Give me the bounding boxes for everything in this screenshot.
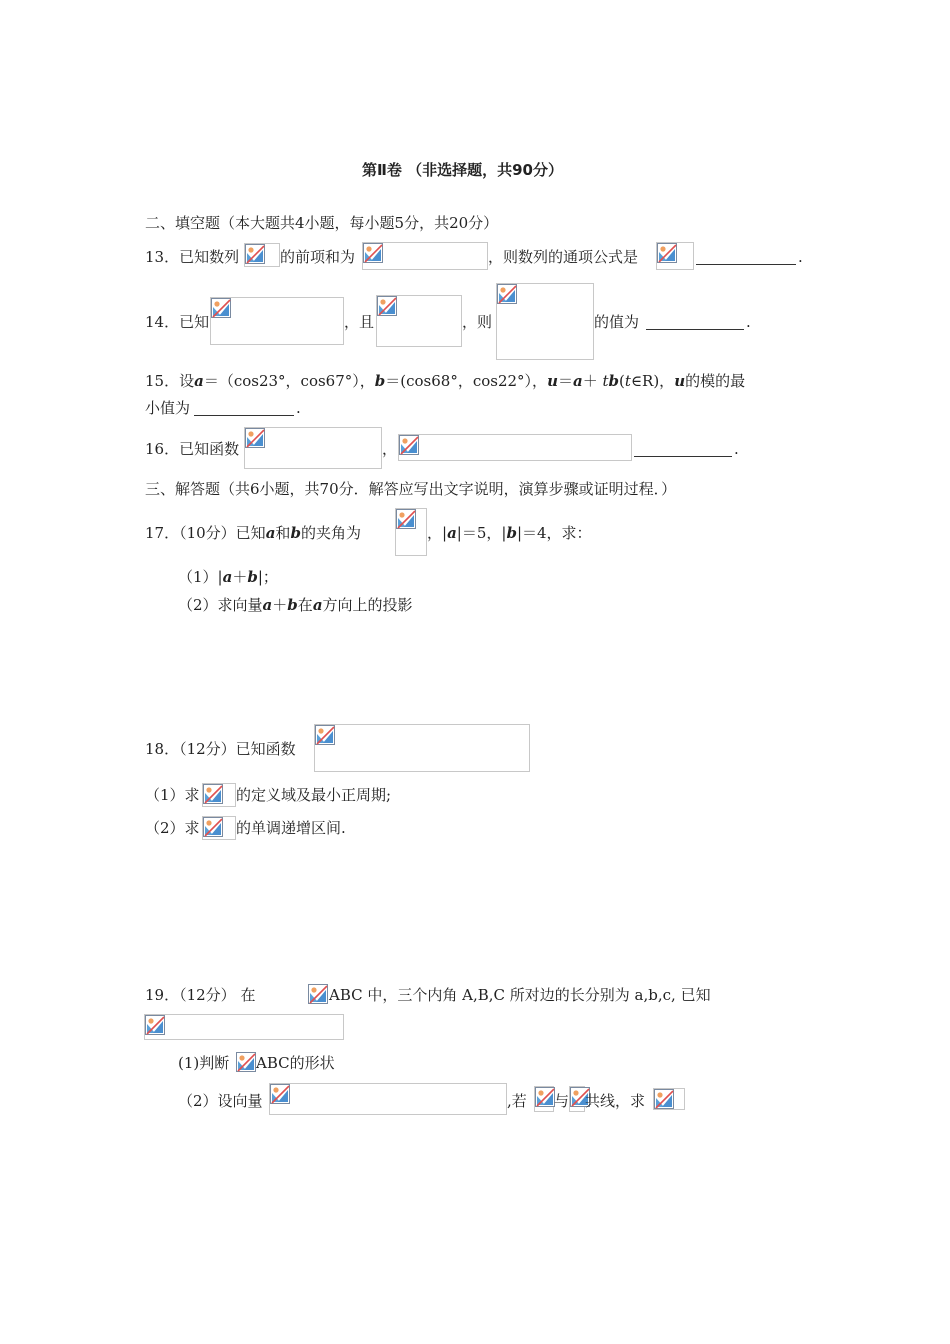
question-15-end: . [296, 399, 301, 417]
formula-image [244, 427, 382, 469]
question-13-text-b: 的前项和为 [280, 248, 356, 266]
text: ，| [427, 524, 448, 542]
broken-image-icon [308, 984, 328, 1004]
vector-u: u [674, 372, 686, 390]
text: ∈R)， [630, 372, 675, 390]
question-18-text: 18．（12分）已知函数 [145, 740, 296, 758]
text: ＝ [557, 372, 573, 390]
var-t: t [602, 372, 609, 390]
question-13-end: . [798, 248, 803, 266]
vector-b: b [506, 524, 517, 542]
question-14-text-d: 的值为 [594, 313, 640, 331]
text: （1）| [178, 568, 223, 586]
answer-blank[interactable] [194, 415, 294, 416]
question-18-part-2-a: （2）求 [145, 819, 200, 837]
vector-a: a [194, 372, 204, 390]
question-18-part-2-b: 的单调递增区间. [236, 819, 346, 837]
question-14-text-b: ，且 [344, 313, 375, 331]
formula-image [395, 508, 427, 556]
formula-image [236, 1052, 256, 1074]
text: ＝(cos68°，cos22°）， [385, 372, 548, 390]
question-13-text-c: ，则数列的通项公式是 [488, 248, 639, 266]
formula-image [398, 434, 632, 461]
section-fill-in-heading: 二、填空题（本大题共4小题，每小题5分，共20分） [145, 214, 499, 232]
question-17-text-b [427, 523, 592, 543]
broken-image-icon [236, 1052, 256, 1072]
vector-a: a [312, 596, 323, 614]
question-19-part-2-c: 与 [554, 1092, 570, 1110]
section-answer-heading: 三、解答题（共6小题，共70分．解答应写出文字说明，演算步骤或证明过程．） [145, 480, 677, 498]
formula-image [244, 243, 280, 267]
formula-image [210, 297, 344, 345]
broken-image-icon [270, 1084, 290, 1104]
page-title: 第Ⅱ卷 （非选择题，共90分） [362, 161, 563, 179]
broken-image-icon [399, 435, 419, 455]
broken-image-icon [245, 428, 265, 448]
formula-image [534, 1086, 554, 1112]
text: ＋ [232, 568, 248, 586]
question-15-line-2: 小值为 [145, 399, 191, 417]
vector-a: a [572, 372, 583, 390]
text: 15．设 [145, 372, 195, 390]
formula-image [376, 295, 462, 347]
broken-image-icon [396, 509, 416, 529]
vector-a: a [222, 568, 233, 586]
var-t: t [624, 372, 631, 390]
formula-image [269, 1083, 507, 1115]
text: ＝（cos23°，cos67°）， [203, 372, 375, 390]
text: ＋ [582, 372, 598, 390]
text: 的夹角为 [300, 524, 361, 542]
vector-b: b [290, 524, 301, 542]
formula-image [144, 1014, 344, 1040]
formula-image [202, 783, 236, 807]
text: ( [619, 372, 625, 390]
question-16-text-a: 16．已知函数 [145, 440, 240, 458]
text: |； [257, 568, 278, 586]
broken-image-icon [377, 296, 397, 316]
broken-image-icon [497, 284, 517, 304]
question-14-end: . [746, 313, 751, 331]
question-17-part-1 [178, 567, 278, 587]
broken-image-icon [315, 725, 335, 745]
broken-image-icon [657, 243, 677, 263]
text: |＝5，| [456, 524, 507, 542]
broken-image-icon [203, 817, 223, 837]
text: |＝4，求： [516, 524, 592, 542]
vector-b: b [287, 596, 298, 614]
formula-image [569, 1086, 585, 1112]
question-14-text-a: 14．已知 [145, 313, 210, 331]
question-19-text-b: ABC 中，三个内角 A,B,C 所对边的长分别为 a,b,c, 已知 [329, 986, 711, 1004]
vector-u: u [547, 372, 558, 390]
formula-image [202, 816, 236, 840]
text: （2）求向量 [178, 596, 263, 614]
formula-image [362, 242, 488, 270]
answer-blank[interactable] [634, 456, 732, 457]
question-18-part-1-b: 的定义域及最小正周期; [236, 786, 392, 804]
formula-image [314, 724, 530, 772]
vector-a: a [265, 524, 276, 542]
broken-image-icon [145, 1015, 165, 1035]
text: 方向上的投影 [322, 596, 413, 614]
text: 的模的最 [685, 372, 746, 390]
question-14-text-c: ，则 [462, 313, 493, 331]
text: ＋ [272, 596, 288, 614]
question-19-part-2-d: 共线，求 [585, 1092, 646, 1110]
formula-image [308, 984, 328, 1006]
vector-b: b [608, 372, 620, 390]
formula-image [496, 283, 594, 360]
vector-b: b [247, 568, 258, 586]
broken-image-icon [245, 244, 265, 264]
text: 在 [297, 596, 313, 614]
formula-image [653, 1088, 685, 1110]
question-13-text-a: 13．已知数列 [145, 248, 240, 266]
broken-image-icon [535, 1087, 555, 1107]
question-17-part-2 [178, 595, 413, 615]
formula-image [656, 242, 694, 270]
question-19-part-1-b: ABC的形状 [256, 1054, 335, 1072]
broken-image-icon [363, 243, 383, 263]
vector-b: b [374, 372, 386, 390]
answer-blank[interactable] [646, 329, 744, 330]
broken-image-icon [654, 1089, 674, 1109]
broken-image-icon [211, 298, 231, 318]
question-19-text-a: 19．（12分） 在 [145, 986, 256, 1004]
answer-blank[interactable] [696, 264, 796, 265]
question-17-text [145, 523, 361, 543]
question-16-text-b: ， [382, 440, 398, 458]
question-15-line-1 [145, 371, 745, 391]
text: 和 [275, 524, 291, 542]
broken-image-icon [203, 784, 223, 804]
question-16-end: . [734, 440, 739, 458]
question-19-part-2-b: ,若 [507, 1092, 527, 1110]
question-19-part-1-a: (1)判断 [178, 1054, 230, 1072]
text: 17．（10分）已知 [145, 524, 266, 542]
question-19-part-2-a: （2）设向量 [178, 1092, 263, 1110]
vector-a: a [447, 524, 457, 542]
question-18-part-1-a: （1）求 [145, 786, 200, 804]
vector-a: a [262, 596, 273, 614]
